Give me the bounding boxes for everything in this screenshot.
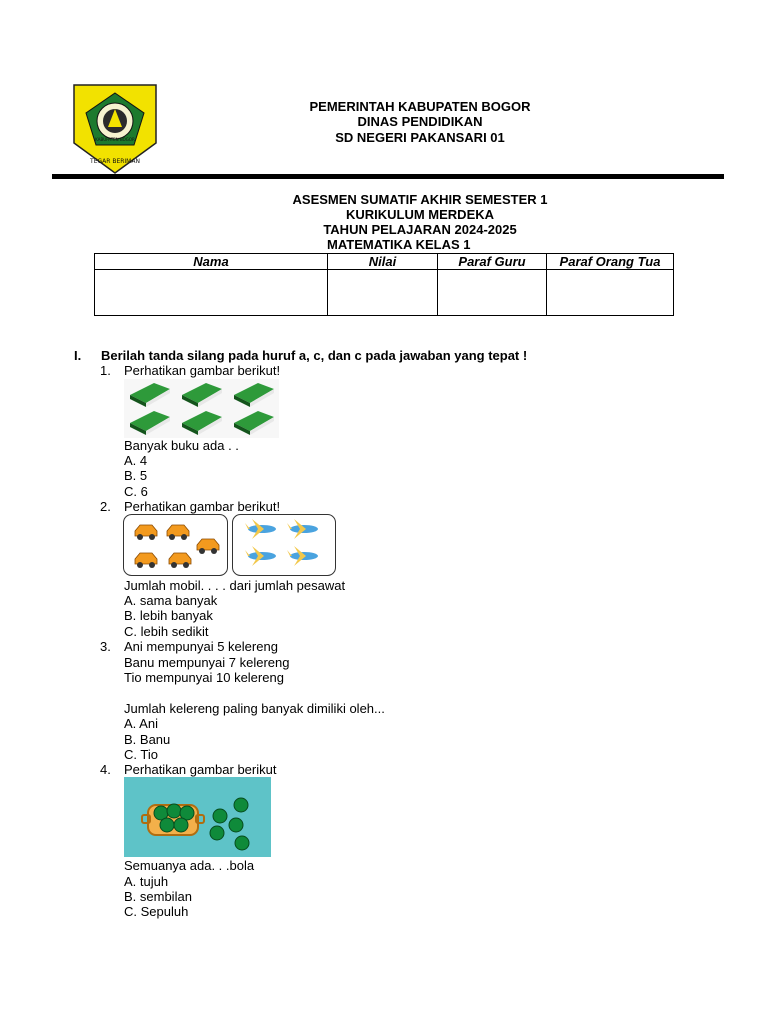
marble-icon [210,826,224,840]
q3-option-c[interactable]: C. Tio [124,747,158,762]
q4-number: 4. [100,762,111,777]
q4-question: Semuanya ada. . .bola [124,858,255,873]
q3-line-1: Ani mempunyai 5 kelereng [124,639,278,654]
header-divider [52,174,724,179]
cell-paraf-ortu[interactable] [547,270,674,316]
header-government: PEMERINTAH KABUPATEN BOGOR [309,99,531,114]
col-nilai: Nilai [328,254,438,270]
cars-picture [123,514,228,576]
q3-question: Jumlah kelereng paling banyak dimiliki oleh... [124,701,385,716]
q2-option-a[interactable]: A. sama banyak [124,593,218,608]
q3-line-3: Tio mempunyai 10 kelereng [124,670,284,685]
regency-logo [72,83,158,175]
books-picture [124,379,279,438]
q3-number: 3. [100,639,111,654]
marble-icon [167,804,181,818]
q2-question: Jumlah mobil. . . . dari jumlah pesawat [124,578,346,593]
cell-nilai[interactable] [328,270,438,316]
q3-option-b[interactable]: B. Banu [124,732,171,747]
q1-number: 1. [100,363,111,378]
marbles-picture [124,777,271,857]
section-number: I. [74,348,82,363]
logo-text: KABUPATEN BOGOR [95,137,135,142]
marble-icon [213,809,227,823]
marble-icon [174,818,188,832]
q3-line-2: Banu mempunyai 7 kelereng [124,655,290,670]
header-school: SD NEGERI PAKANSARI 01 [335,130,505,145]
marble-icon [234,798,248,812]
q4-option-c[interactable]: C. Sepuluh [124,904,189,919]
cell-paraf-guru[interactable] [438,270,547,316]
col-paraf-ortu: Paraf Orang Tua [547,254,674,270]
q1-option-c[interactable]: C. 6 [124,484,148,499]
q1-question: Banyak buku ada . . [124,438,239,453]
header-department: DINAS PENDIDIKAN [357,114,483,129]
logo-motto: TEGAR BERIMAN [90,158,140,165]
q2-option-c[interactable]: C. lebih sedikit [124,624,209,639]
exam-curriculum: KURIKULUM MERDEKA [345,207,495,222]
marble-icon [160,818,174,832]
q2-number: 2. [100,499,111,514]
q4-option-b[interactable]: B. sembilan [124,889,192,904]
q2-option-b[interactable]: B. lebih banyak [124,608,213,623]
q4-prompt: Perhatikan gambar berikut [124,762,277,777]
col-paraf-guru: Paraf Guru [438,254,547,270]
exam-year: TAHUN PELAJARAN 2024-2025 [323,222,517,237]
q4-option-a[interactable]: A. tujuh [124,874,169,889]
cell-nama[interactable] [95,270,328,316]
q1-option-a[interactable]: A. 4 [124,453,148,468]
exam-title: ASESMEN SUMATIF AKHIR SEMESTER 1 [292,192,548,207]
planes-picture [232,514,336,576]
exam-subject: MATEMATIKA KELAS 1 [327,237,471,252]
q2-prompt: Perhatikan gambar berikut! [124,499,281,514]
q3-option-a[interactable]: A. Ani [124,716,158,731]
q1-prompt: Perhatikan gambar berikut! [124,363,281,378]
identity-table [94,253,674,316]
q1-option-b[interactable]: B. 5 [124,468,148,483]
marble-icon [229,818,243,832]
section-instruction: Berilah tanda silang pada huruf a, c, dan c pada jawaban yang tepat ! [101,348,528,363]
marble-icon [235,836,249,850]
col-nama: Nama [95,254,328,270]
